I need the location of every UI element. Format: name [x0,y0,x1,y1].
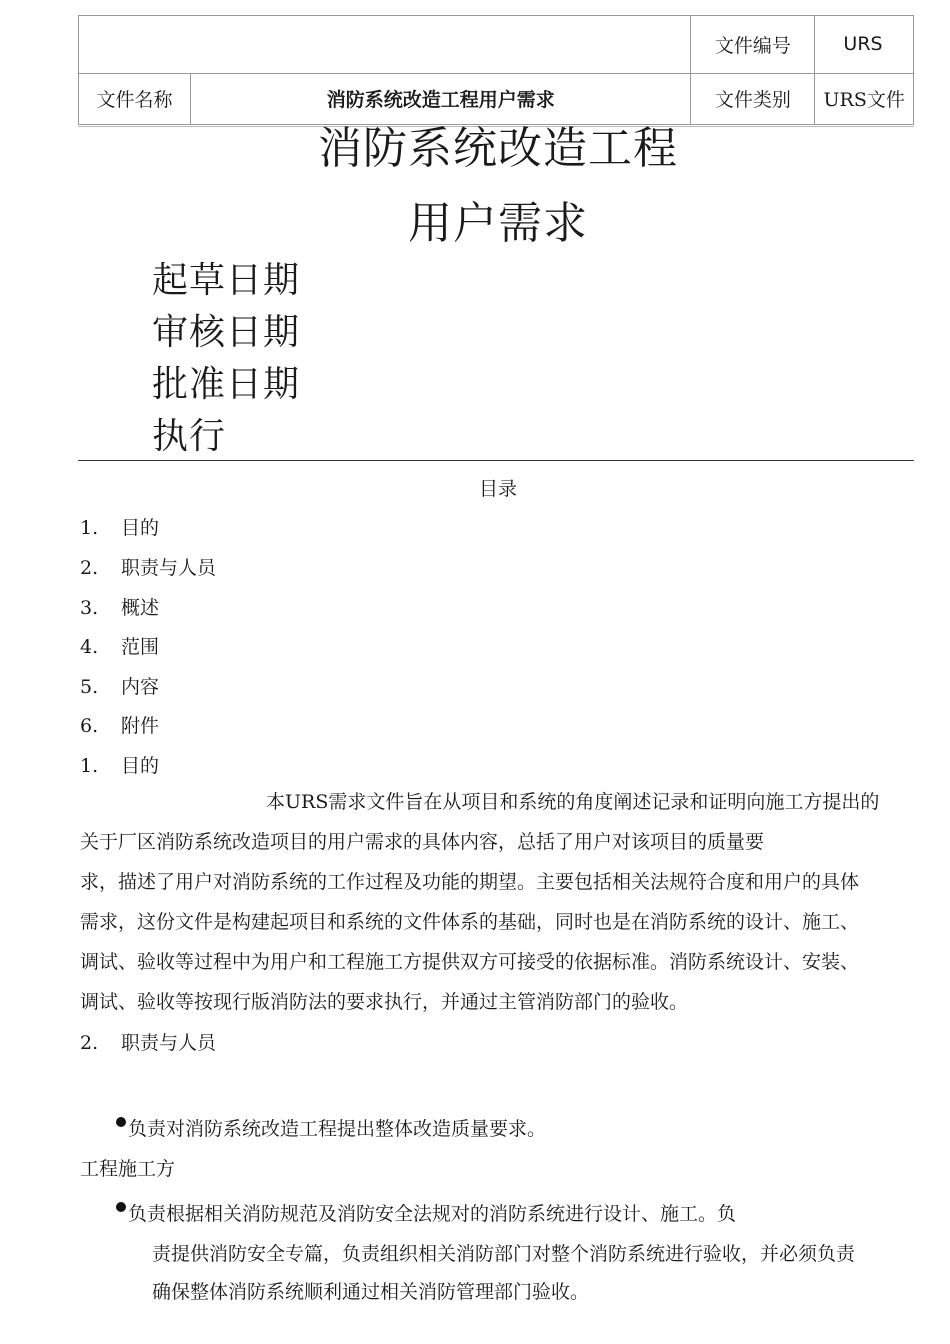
section-1-heading: 1. 目的 [80,755,160,777]
bullet-item: 负责根据相关消防规范及消防安全法规对的消防系统进行设计、施工。负 [116,1199,736,1226]
toc-item: 5. 内容 [80,676,160,698]
bullet-dot-icon [116,1117,126,1127]
document-header-table [78,15,914,125]
bullet-continuation: 确保整体消防系统顺利通过相关消防管理部门验收。 [152,1281,590,1303]
section-2-heading: 2. 职责与人员 [80,1032,217,1054]
doc-number-value: URS [815,16,914,74]
doc-type-value: URS文件 [815,73,914,124]
section-1-paragraph: 本URS需求文件旨在从项目和系统的角度阐述记录和证明向施工方提出的 关于厂区消防系统改造项目的用户需求的具体内容，总括了用户对该项目的质量要 求，描述了用户对消防系统的工作过程及功能的期望。主要包括相关法规符合度和用户的具体 需求，这份文件是构建起项目和系统的文件体系的基础，同时也是在消防系统的设计、施工、 调试、验收等过程中为用户和工程施工方提供双方可接受的依据标准。消防系统设计、安装、 调试、验收等按现行版消防法的要求执行，并通过主管消防部门的验收。 [80,791,880,1013]
bullet-item: 负责对消防系统改造工程提出整体改造质量要求。 [116,1114,546,1141]
review-date-label: 审核日期 [152,312,301,353]
toc-item: 3. 概述 [80,597,160,619]
approve-date-label: 批准日期 [152,364,301,405]
toc-item: 4. 范围 [80,636,160,658]
doc-type-label: 文件类别 [691,73,815,124]
execute-label: 执行 [152,416,227,457]
toc-item: 1. 目的 [80,517,160,539]
toc-item: 6. 附件 [80,715,160,737]
doc-number-label: 文件编号 [691,16,815,74]
page-title: 消防系统改造工程 [318,123,678,174]
bullet-dot-icon [116,1202,126,1212]
party-label: 工程施工方 [80,1158,176,1180]
section-divider [78,460,914,461]
toc-title: 目录 [478,478,517,500]
doc-name-value: 消防系统改造工程用户需求 [191,73,691,124]
header-blank-cell [79,16,691,74]
draft-date-label: 起草日期 [152,260,301,301]
page-subtitle: 用户需求 [408,198,588,249]
toc-item: 2. 职责与人员 [80,557,217,579]
doc-name-label: 文件名称 [79,73,191,124]
bullet-continuation: 责提供消防安全专篇，负责组织相关消防部门对整个消防系统进行验收，并必须负责 [152,1243,856,1265]
